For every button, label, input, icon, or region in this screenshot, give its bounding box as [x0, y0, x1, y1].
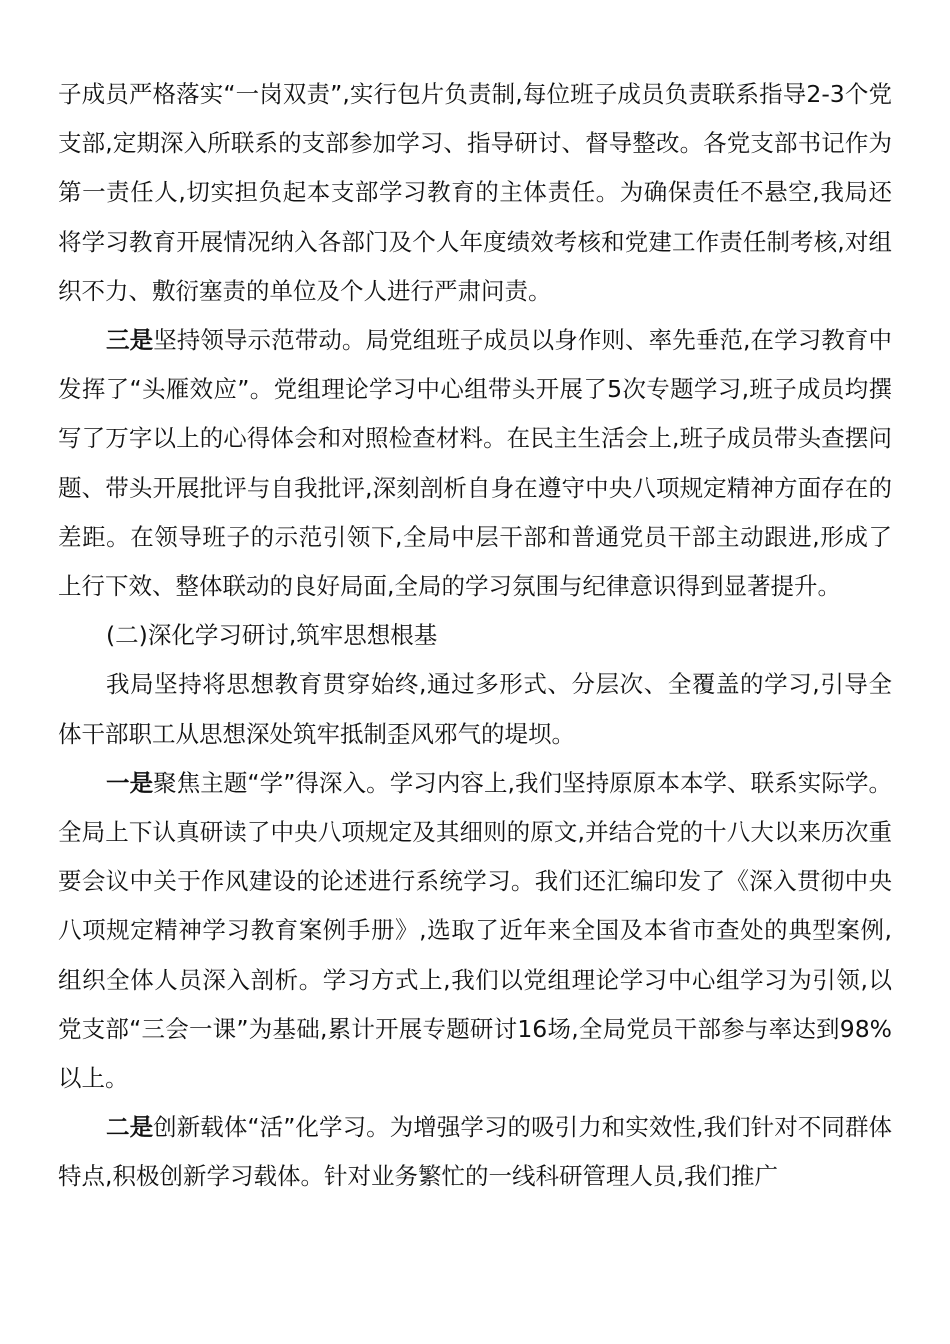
paragraph-text: 聚焦主题“学”得深入。学习内容上,我们坚持原原本本学、联系实际学。全局上下认真研读了中央八项规定及其细则的原文,并结合党的十八大以来历次重要会议中关于作风建设的论述进行系统学习。我们还汇编印发了《深入贯彻中央八项规定精神学习教育案例手册》,选取了近年来全国及本省市查处的典型案例,组织全体人员深入剖析。学习方式上,我们以党组理论学习中心组学习为引领,以党支部“三会一课”为基础,累计开展专题研讨16场,全局党员干部参与率达到98%以上。 [58, 768, 893, 1093]
paragraph-lead-label: 三是 [106, 326, 154, 355]
paragraph-text: 坚持领导示范带动。局党组班子成员以身作则、率先垂范,在学习教育中发挥了“头雁效应”。党组理论学习中心组带头开展了5次专题学习,班子成员均撰写了万字以上的心得体会和对照检查材料。在民主生活会上,班子成员带头查摆问题、带头开展批评与自我批评,深刻剖析自身在遵守中央八项规定精神方面存在的差距。在领导班子的示范引领下,全局中层干部和普通党员干部主动跟进,形成了上行下效、整体联动的良好局面,全局的学习氛围与纪律意识得到显著提升。 [58, 326, 892, 601]
paragraph-study-depth [58, 759, 892, 1103]
paragraph-study-innovation [58, 1103, 892, 1201]
paragraph-lead-label: 一是 [106, 768, 154, 797]
paragraph-leadership-example [58, 316, 892, 611]
section-heading: (二)深化学习研讨,筑牢思想根基 [106, 621, 438, 650]
paragraph-study-intro: 我局坚持将思想教育贯穿始终,通过多形式、分层次、全覆盖的学习,引导全体干部职工从思想深处筑牢抵制歪风邪气的堤坝。 [58, 670, 892, 748]
document-body [58, 70, 892, 1202]
paragraph-lead-label: 二是 [106, 1113, 154, 1142]
paragraph-responsibility: 子成员严格落实“一岗双责”,实行包片负责制,每位班子成员负责联系指导2-3个党支部,定期深入所联系的支部参加学习、指导研讨、督导整改。各党支部书记作为第一责任人,切实担负起本支部学习教育的主体责任。为确保责任不悬空,我局还将学习教育开展情况纳入各部门及个人年度绩效考核和党建工作责任制考核,对组织不力、敷衍塞责的单位及个人进行严肃问责。 [58, 80, 892, 305]
paragraph-text: 创新载体“活”化学习。为增强学习的吸引力和实效性,我们针对不同群体特点,积极创新学习载体。针对业务繁忙的一线科研管理人员,我们推广 [58, 1113, 893, 1191]
